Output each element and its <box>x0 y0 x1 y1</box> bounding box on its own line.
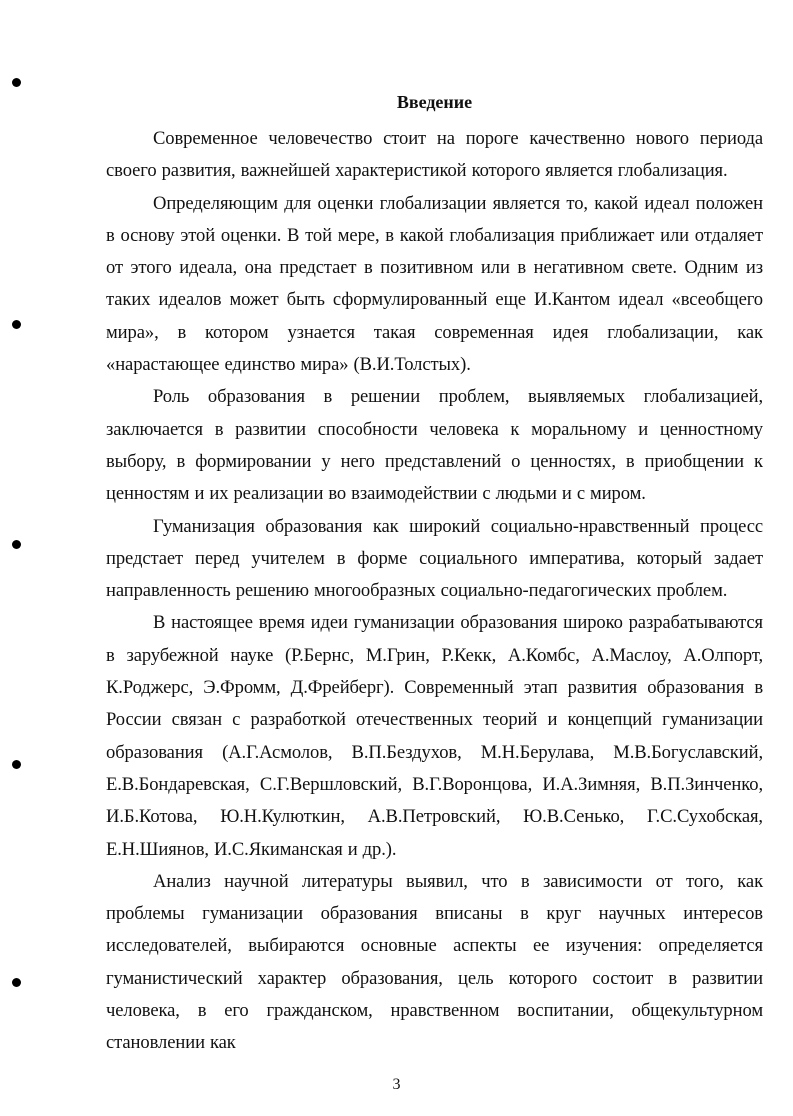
paragraph: В настоящее время идеи гуманизации образования широко разрабатываются в зарубежной науке (Р.Бернс, М.Грин, Р.Кекк, А.Комбс, А.Маслоу, А.Олпорт, К.Роджерс, Э.Фромм, Д.Фрейберг). Современный этап развития образования в России связан с разработкой отечественных теорий и концепций гуманизации образования (А.Г.Асмолов, В.П.Бездухов, М.Н.Берулава, М.В.Богуславский, Е.В.Бондаревская, С.Г.Вершловский, В.Г.Воронцова, И.А.Зимняя, В.П.Зинченко, И.Б.Котова, Ю.Н.Кулюткин, А.В.Петровский, Ю.В.Сенько, Г.С.Сухобская, Е.Н.Шиянов, И.С.Якиманская и др.). <box>106 612 763 860</box>
document-page <box>106 90 763 1060</box>
binding-hole-dot <box>12 320 21 329</box>
binding-hole-dot <box>12 760 21 769</box>
paragraph: Роль образования в решении проблем, выявляемых глобализацией, заключается в развитии способности человека к моральному и ценностному выбору, в формировании у него представлений о ценностях, в приобщении к ценностям и их реализации во взаимодействии с людьми и с миром. <box>106 386 763 505</box>
binding-hole-dot <box>12 78 21 87</box>
paragraph: Современное человечество стоит на пороге качественно нового периода своего развития, важнейшей характеристикой которого является глобализация. <box>106 128 763 182</box>
page-number: 3 <box>392 1076 401 1093</box>
section-title: Введение <box>396 92 473 112</box>
paragraph: Анализ научной литературы выявил, что в зависимости от того, как проблемы гуманизации образования вписаны в круг научных интересов исследователей, выбираются основные аспекты ее изучения: определяется гуманистический характер образования, цель которого состоит в развитии человека, в его гражданском, нравственном воспитании, общекультурном становлении как <box>106 870 763 1054</box>
paragraph: Гуманизация образования как широкий социально-нравственный процесс предстает перед учителем в форме социального императива, который задает направленность решению многообразных социально-педагогических проблем. <box>106 515 763 602</box>
binding-hole-dot <box>12 540 21 549</box>
paragraph: Определяющим для оценки глобализации является то, какой идеал положен в основу этой оценки. В той мере, в какой глобализация приближает или отдаляет от этого идеала, она предстает в позитивном или в негативном свете. Одним из таких идеалов может быть сформулированный еще И.Кантом идеал «всеобщего мира», в котором узнается такая современная идея глобализации, как «нарастающее единство мира» (В.И.Толстых). <box>106 192 763 376</box>
binding-hole-dot <box>12 978 21 987</box>
